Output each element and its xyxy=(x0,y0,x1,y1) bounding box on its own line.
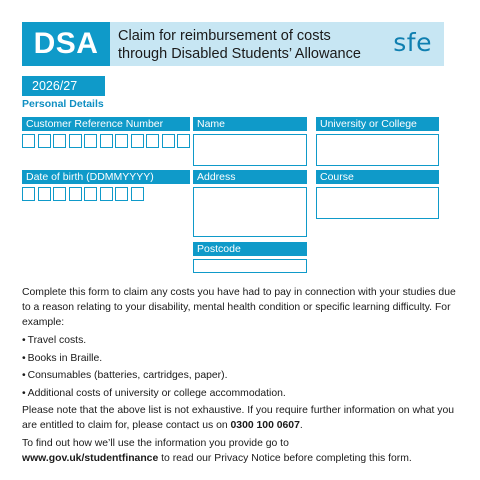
crn-digit-box[interactable] xyxy=(115,134,128,148)
examples-list xyxy=(22,333,458,401)
crn-digit-box[interactable] xyxy=(38,134,51,148)
address-field[interactable] xyxy=(193,187,307,237)
address-label: Address xyxy=(193,170,307,184)
crn-digit-box[interactable] xyxy=(131,134,144,148)
list-item: • Additional costs of university or college accommodation. xyxy=(22,386,458,401)
customer-reference-label: Customer Reference Number xyxy=(22,117,190,131)
crn-digit-box[interactable] xyxy=(22,134,35,148)
privacy-text-end: to read our Privacy Notice before completing this form. xyxy=(158,453,412,464)
dob-digit-box[interactable] xyxy=(115,187,128,201)
dob-digit-box[interactable] xyxy=(38,187,51,201)
crn-digit-box[interactable] xyxy=(84,134,97,148)
dob-digit-box[interactable] xyxy=(131,187,144,201)
dob-label: Date of birth (DDMMYYYY) xyxy=(22,170,190,184)
university-field[interactable] xyxy=(316,134,439,166)
crn-digit-box[interactable] xyxy=(162,134,175,148)
postcode-field[interactable] xyxy=(193,259,307,273)
university-label: University or College xyxy=(316,117,439,131)
privacy-link[interactable]: www.gov.uk/studentfinance xyxy=(22,453,159,464)
form-title-line1: Claim for reimbursement of costs xyxy=(118,28,331,44)
dob-digit-box[interactable] xyxy=(53,187,66,201)
form-title xyxy=(118,27,361,63)
dob-digit-box[interactable] xyxy=(69,187,82,201)
postcode-label: Postcode xyxy=(193,242,307,256)
privacy-paragraph xyxy=(22,436,458,466)
dsa-badge: DSA xyxy=(22,22,110,66)
list-item: • Travel costs. xyxy=(22,333,458,348)
note-end: . xyxy=(299,420,303,431)
note-text: Please note that the above list is not exhaustive. If you require further information on what you are entitled to claim for, please contact us on xyxy=(22,405,455,431)
crn-digit-box[interactable] xyxy=(177,134,190,148)
course-label: Course xyxy=(316,170,439,184)
dob-digit-box[interactable] xyxy=(22,187,35,201)
phone-number: 0300 100 0607 xyxy=(230,420,300,431)
crn-digit-box[interactable] xyxy=(69,134,82,148)
crn-digit-box[interactable] xyxy=(146,134,159,148)
course-field[interactable] xyxy=(316,187,439,219)
crn-digit-box[interactable] xyxy=(53,134,66,148)
note-paragraph xyxy=(22,403,458,433)
dob-digit-box[interactable] xyxy=(100,187,113,201)
dob-digit-box[interactable] xyxy=(84,187,97,201)
crn-digit-box[interactable] xyxy=(100,134,113,148)
title-banner xyxy=(110,22,444,66)
list-item: • Consumables (batteries, cartridges, paper). xyxy=(22,368,458,383)
sfe-logo: sfe xyxy=(393,28,432,57)
instructions xyxy=(22,285,458,469)
name-field[interactable] xyxy=(193,134,307,166)
list-item: • Books in Braille. xyxy=(22,351,458,366)
form-title-line2: through Disabled Students’ Allowance xyxy=(118,46,361,62)
dob-field[interactable] xyxy=(22,187,192,203)
name-label: Name xyxy=(193,117,307,131)
privacy-text: To find out how we’ll use the information you provide go to xyxy=(22,438,289,449)
customer-reference-field[interactable] xyxy=(22,134,192,150)
intro-paragraph: Complete this form to claim any costs you have had to pay in connection with your studies due to a reason relating to your disability, mental health condition or specific learning difficulty. For example: xyxy=(22,287,456,328)
section-heading: Personal Details xyxy=(22,98,104,110)
academic-year: 2026/27 xyxy=(22,76,105,96)
